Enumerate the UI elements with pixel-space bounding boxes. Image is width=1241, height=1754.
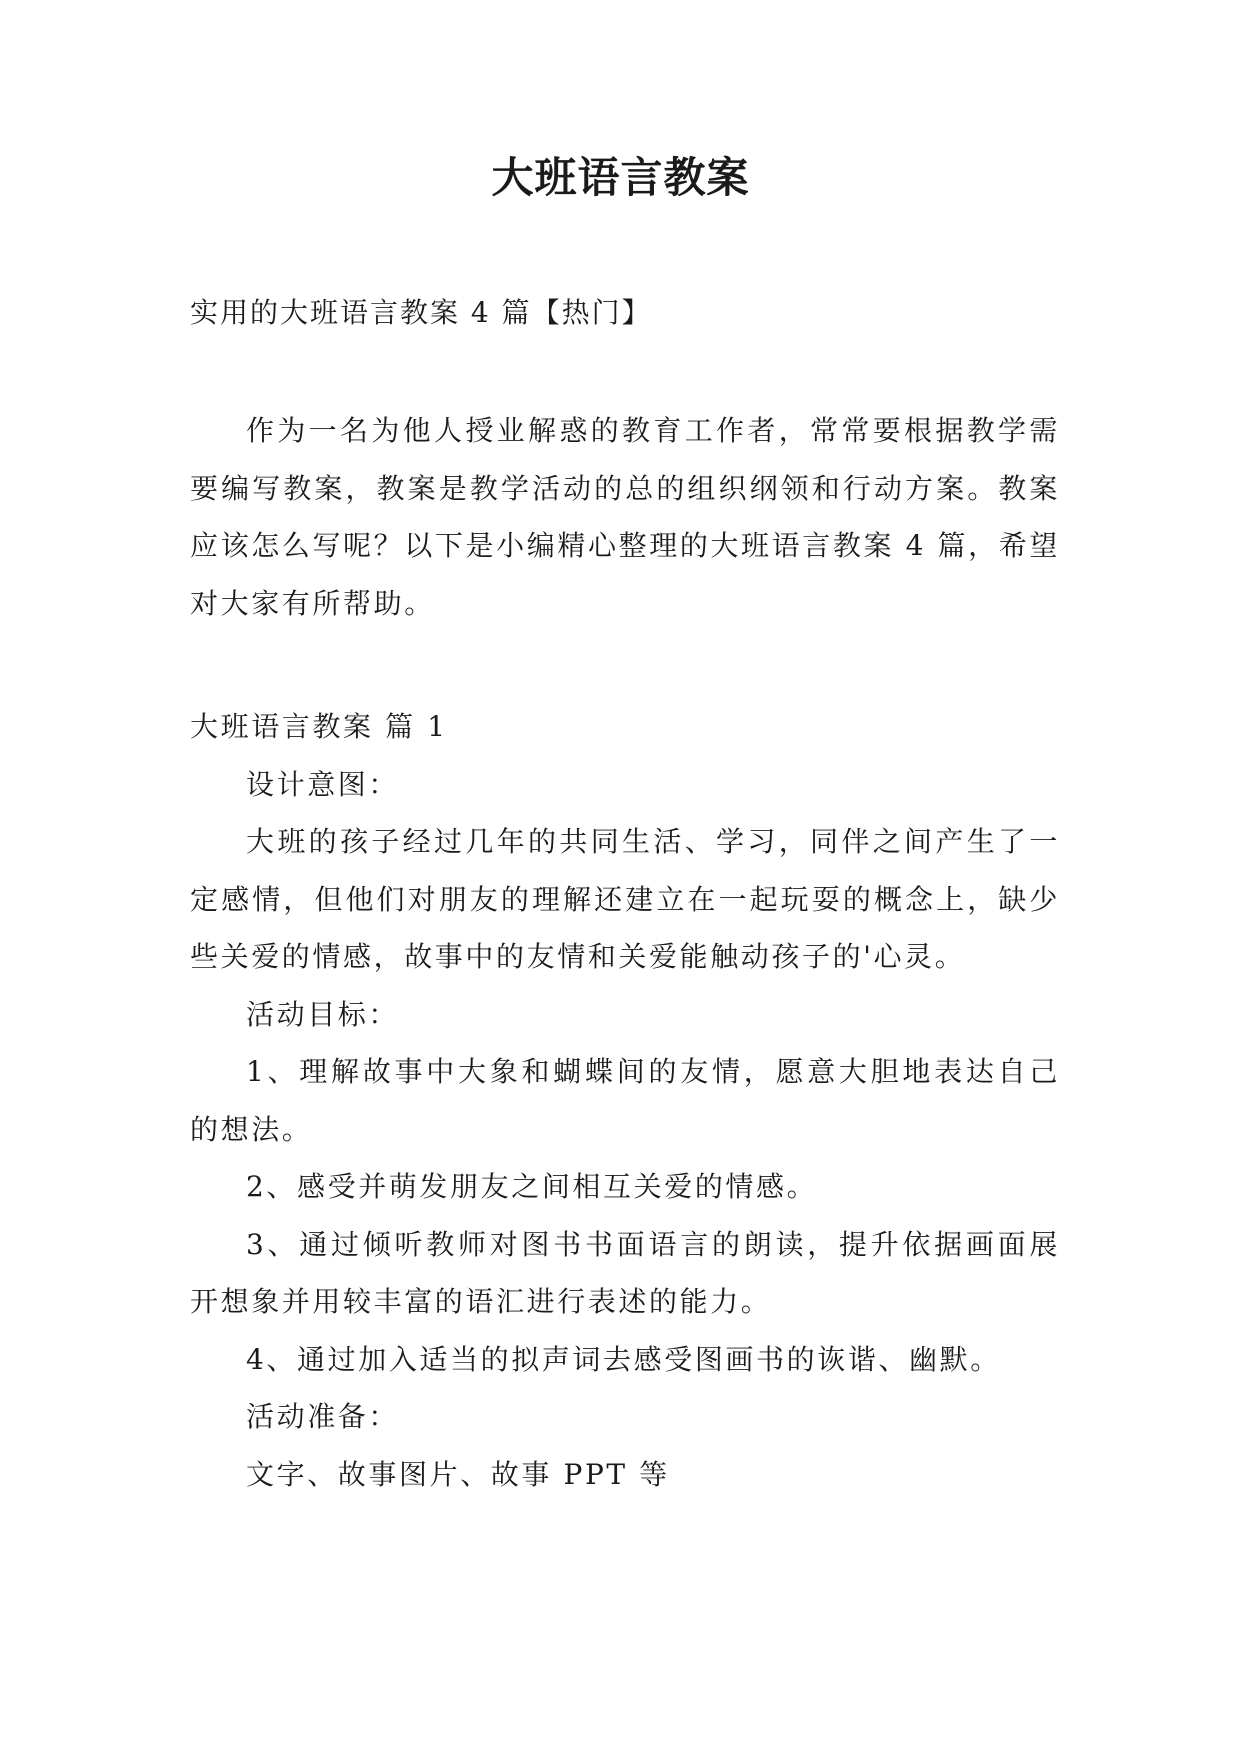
section-1 [190,698,1060,1503]
intro-paragraph: 作为一名为他人授业解惑的教育工作者，常常要根据教学需要编写教案，教案是教学活动的总的组织纲领和行动方案。教案应该怎么写呢？以下是小编精心整理的大班语言教案 4 篇，希望对大家有所帮助。 [190,414,1060,620]
design-intent-label: 设计意图： [246,767,400,801]
page-title: 大班语言教案 [491,153,750,202]
activity-prep-label: 活动准备： [246,1400,400,1433]
goal-item: 2、感受并萌发朋友之间相互关爱的情感。 [246,1170,818,1203]
document-subtitle: 实用的大班语言教案 4 篇【热门】 [190,296,652,329]
design-intent-text: 大班的孩子经过几年的共同生活、学习，同伴之间产生了一定感情，但他们对朋友的理解还建立在一起玩耍的概念上，缺少些关爱的情感，故事中的友情和关爱能触动孩子的'心灵。 [190,825,1060,973]
section-heading: 大班语言教案 篇 1 [190,710,448,743]
goal-item: 1、理解故事中大象和蝴蝶间的友情，愿意大胆地表达自己的想法。 [190,1055,1060,1146]
goal-item: 4、通过加入适当的拟声词去感受图画书的诙谐、幽默。 [246,1342,1001,1376]
activity-goals-label: 活动目标： [246,997,400,1031]
activity-prep-text: 文字、故事图片、故事 PPT 等 [246,1457,670,1491]
intro-block [190,402,1060,632]
goal-item: 3、通过倾听教师对图书书面语言的朗读，提升依据画面展开想象并用较丰富的语汇进行表述的能力。 [190,1227,1060,1318]
